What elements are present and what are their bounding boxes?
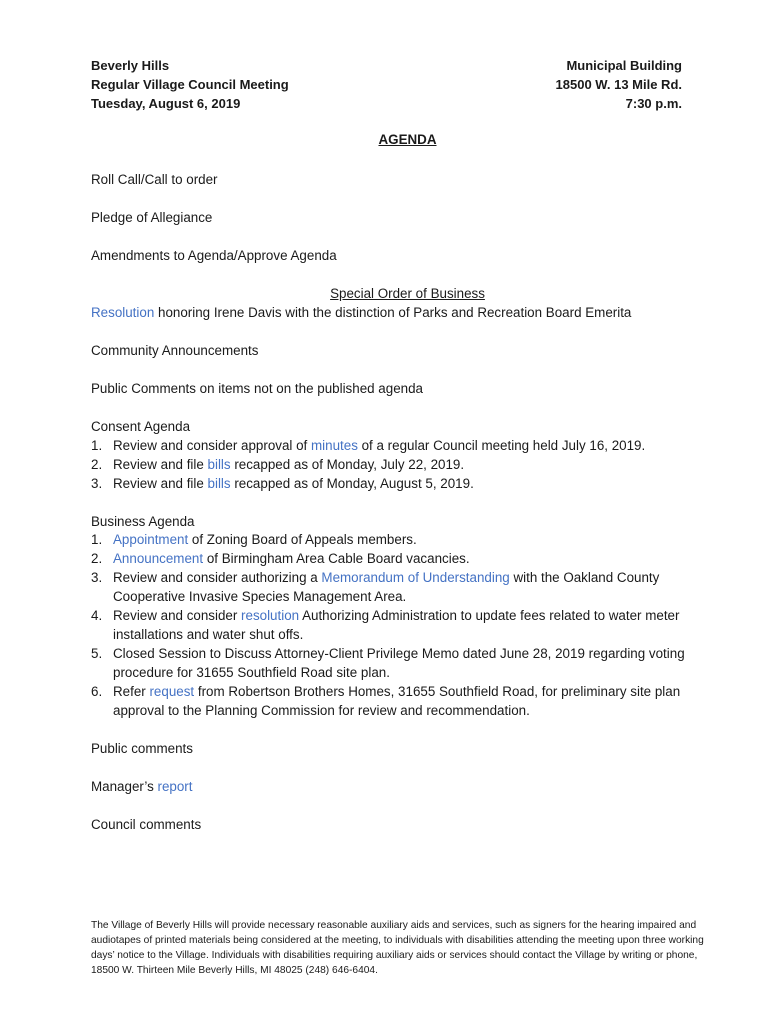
business-heading: Business Agenda (91, 514, 195, 529)
business-list (91, 530, 711, 720)
special-order-text: honoring Irene Davis with the distinction of Parks and Recreation Board Emerita (154, 305, 632, 320)
memorandum-link[interactable]: Memorandum of Understanding (321, 570, 510, 585)
list-item: 2. Announcement of Birmingham Area Cable Board vacancies. (91, 551, 470, 566)
consent-heading: Consent Agenda (91, 419, 191, 434)
community-announcements: Community Announcements (91, 343, 259, 358)
accessibility-notice: The Village of Beverly Hills will provide necessary reasonable auxiliary aids and services, such as signers for the hearing impaired and audiotapes of printed materials being considered at the meeting, to individuals with disabilities attending the meeting upon three working days’ notice to the Village. Individuals with disabilities requiring auxiliary aids or services should contact the Village by writing or phone, 18500 W. Thirteen Mile Beverly Hills, MI 48025 (248) 646-6404. (91, 920, 704, 976)
public-comments-agenda: Public Comments on items not on the published agenda (91, 381, 423, 396)
announcement-link[interactable]: Announcement (113, 551, 204, 566)
list-item: 1. Review and consider approval of minutes of a regular Council meeting held July 16, 2019. (91, 438, 646, 453)
page-title: AGENDA (378, 132, 437, 147)
report-link[interactable]: report (157, 779, 193, 794)
manager-report: Manager’s report (91, 779, 193, 794)
village-name: Beverly Hills (91, 58, 170, 73)
resolution-link[interactable]: resolution (241, 608, 300, 623)
special-order-heading: Special Order of Business (330, 286, 485, 301)
venue: Municipal Building (566, 58, 682, 73)
special-order-item (91, 303, 631, 322)
council-comments: Council comments (91, 817, 202, 832)
list-item: 1. Appointment of Zoning Board of Appeals members. (91, 532, 417, 547)
roll-call: Roll Call/Call to order (91, 172, 218, 187)
amendments: Amendments to Agenda/Approve Agenda (91, 248, 337, 263)
meeting-date: Tuesday, August 6, 2019 (91, 96, 241, 111)
header-right (556, 56, 682, 113)
list-item: 3. Review and file bills recapped as of Monday, August 5, 2019. (91, 476, 474, 491)
request-link[interactable]: request (149, 684, 195, 699)
pledge: Pledge of Allegiance (91, 210, 213, 225)
list-item: 3. Review and consider authorizing a Memorandum of Understanding with the Oakland County Cooperative Invasive Species Management Area. (91, 570, 660, 604)
venue-address: 18500 W. 13 Mile Rd. (555, 77, 682, 92)
bills-link[interactable]: bills (207, 476, 231, 491)
meeting-time: 7:30 p.m. (625, 96, 682, 111)
meeting-type: Regular Village Council Meeting (91, 77, 289, 92)
list-item: 5. Closed Session to Discuss Attorney-Client Privilege Memo dated June 28, 2019 regarding voting procedure for 31655 Southfield Road site plan. (91, 646, 685, 680)
list-item: 2. Review and file bills recapped as of Monday, July 22, 2019. (91, 457, 465, 472)
list-item: 6. Refer request from Robertson Brothers Homes, 31655 Southfield Road, for preliminary site plan approval to the Planning Commission for review and recommendation. (91, 684, 681, 718)
minutes-link[interactable]: minutes (311, 438, 358, 453)
resolution-link[interactable]: Resolution (91, 305, 155, 320)
bills-link[interactable]: bills (207, 457, 231, 472)
consent-list (91, 436, 711, 493)
appointment-link[interactable]: Appointment (113, 532, 189, 547)
header-left (91, 56, 289, 113)
list-item: 4. Review and consider resolution Authorizing Administration to update fees related to water meter installations and water shut offs. (91, 608, 680, 642)
public-comments: Public comments (91, 741, 193, 756)
